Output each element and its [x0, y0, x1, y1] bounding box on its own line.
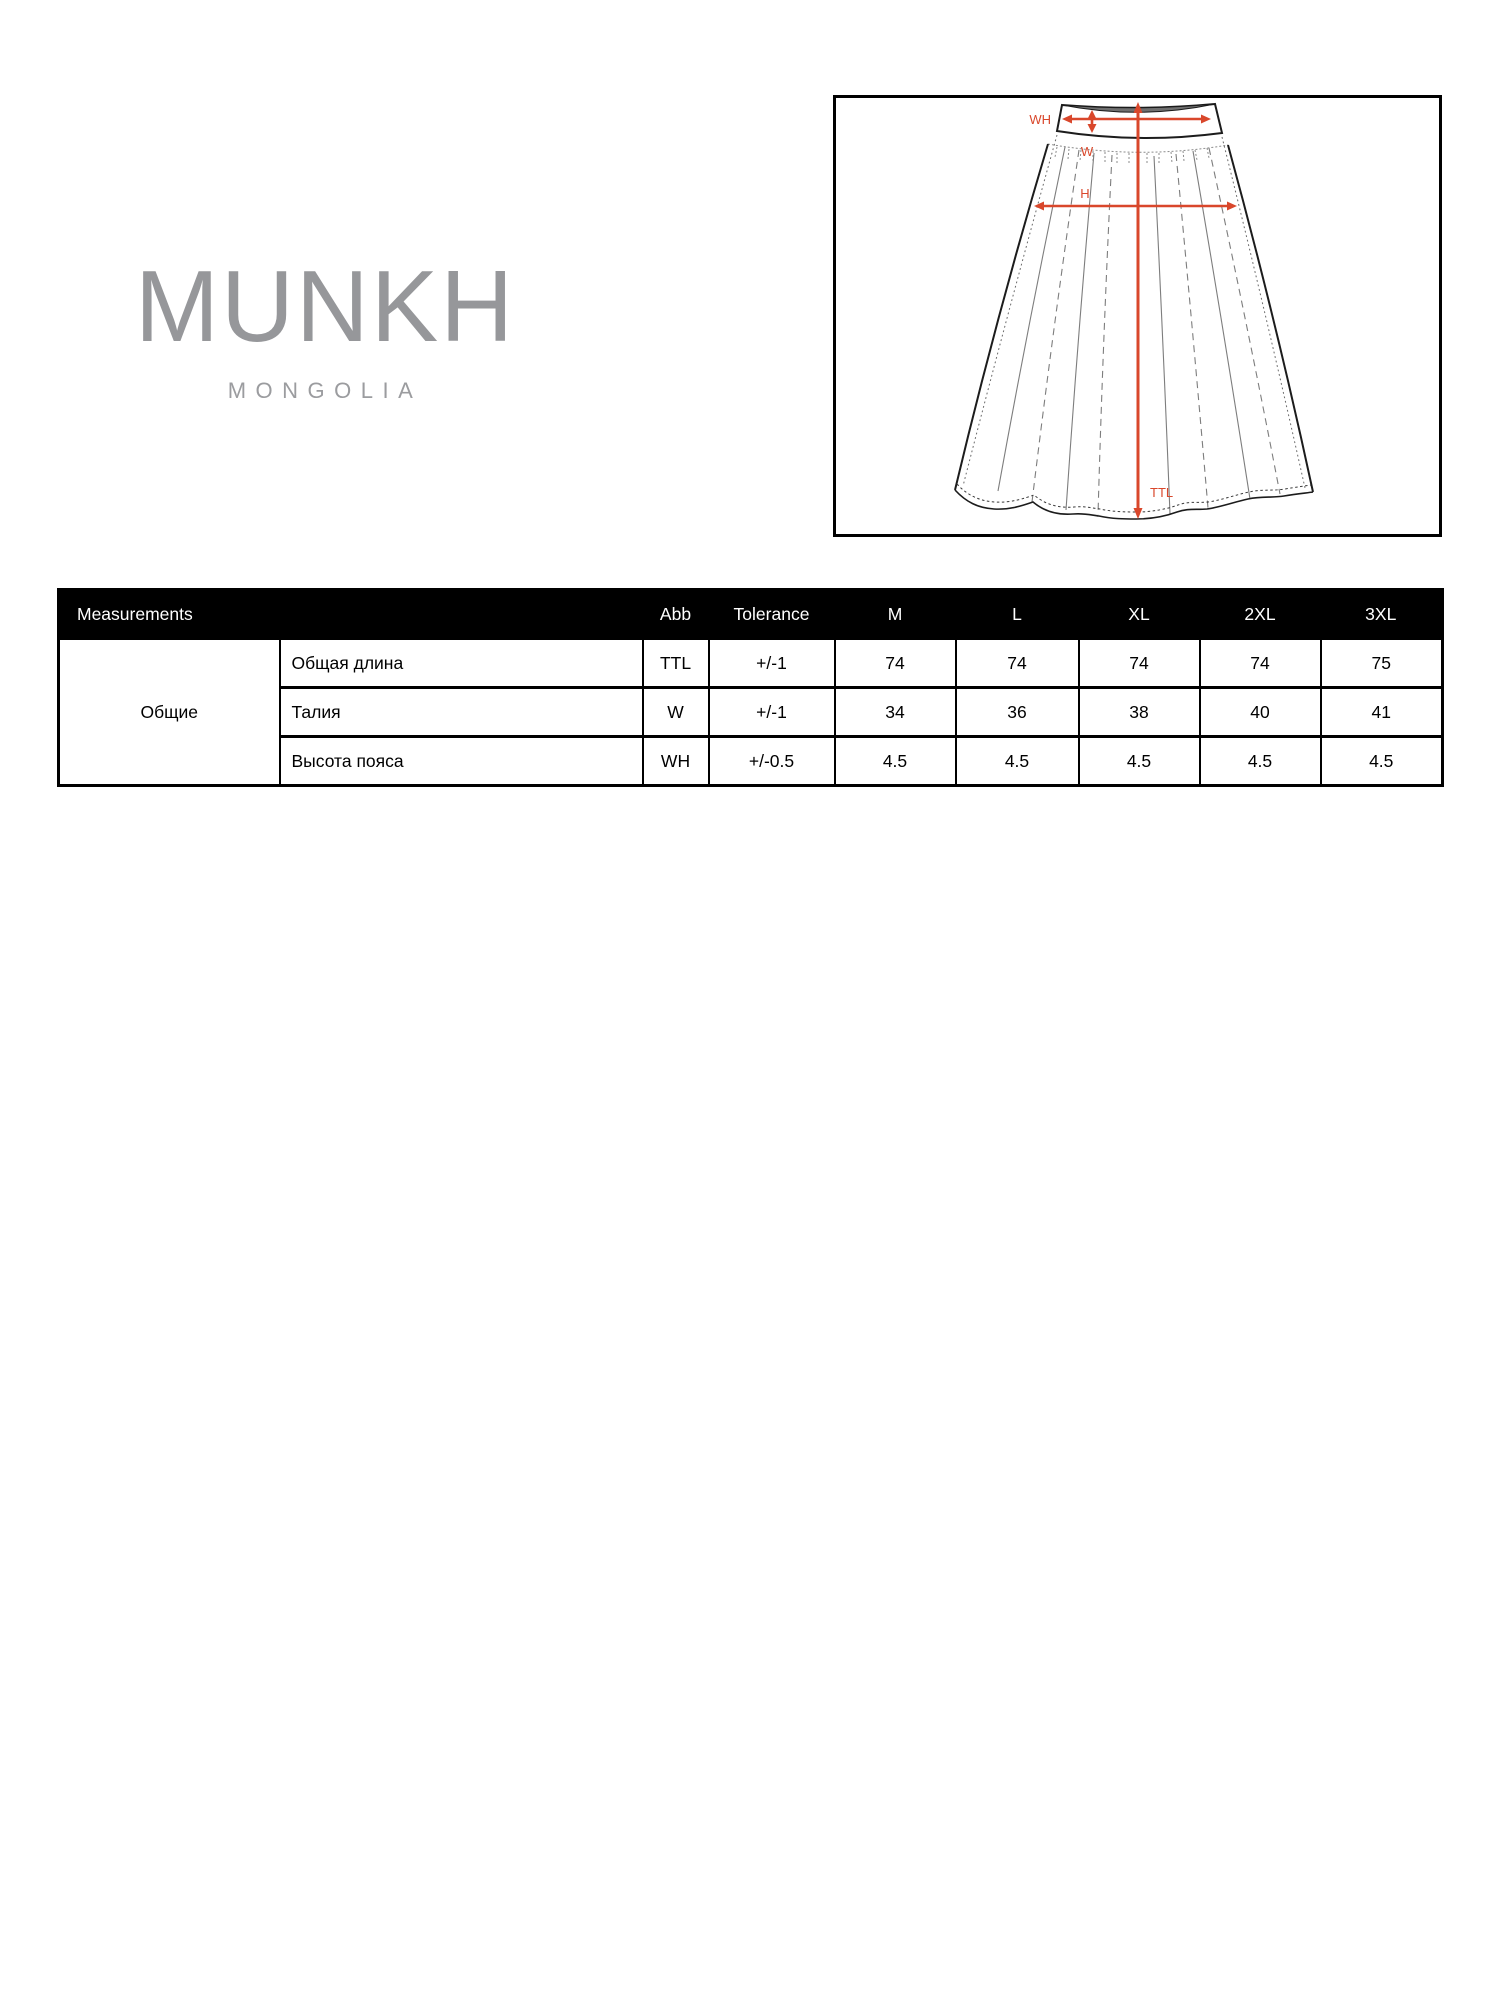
measurement-tolerance: +/-1: [709, 688, 835, 737]
header-size-xl: XL: [1079, 590, 1200, 639]
wh-label: WH: [1029, 112, 1051, 127]
h-label: H: [1080, 186, 1090, 201]
measurement-abb: WH: [643, 737, 709, 786]
value-cell: 4.5: [835, 737, 956, 786]
value-cell: 75: [1321, 639, 1443, 688]
value-cell: 4.5: [1200, 737, 1321, 786]
header-size-2xl: 2XL: [1200, 590, 1321, 639]
measurement-tolerance: +/-1: [709, 639, 835, 688]
value-cell: 4.5: [1321, 737, 1443, 786]
value-cell: 74: [1200, 639, 1321, 688]
value-cell: 41: [1321, 688, 1443, 737]
measurement-name: Общая длина: [280, 639, 643, 688]
measurement-name: Высота пояса: [280, 737, 643, 786]
value-cell: 34: [835, 688, 956, 737]
ttl-label: TTL: [1150, 485, 1174, 500]
w-label: W: [1080, 144, 1094, 159]
skirt-body: [955, 144, 1313, 519]
group-cell: Общие: [59, 639, 280, 786]
value-cell: 36: [956, 688, 1079, 737]
value-cell: 74: [956, 639, 1079, 688]
value-cell: 74: [1079, 639, 1200, 688]
table-header-row: [59, 590, 1443, 639]
skirt-diagram-frame: [833, 95, 1442, 537]
header-measurements: Measurements: [59, 590, 643, 639]
measurement-abb: TTL: [643, 639, 709, 688]
brand-logo-subtitle: MONGOLIA: [227, 378, 423, 403]
value-cell: 38: [1079, 688, 1200, 737]
brand-logo: MUNKH: [134, 251, 516, 363]
header-tolerance: Tolerance: [709, 590, 835, 639]
header-size-m: M: [835, 590, 956, 639]
skirt-technical-drawing: [836, 98, 1439, 534]
measurements-table: [57, 588, 1444, 787]
header-size-l: L: [956, 590, 1079, 639]
measurement-tolerance: +/-0.5: [709, 737, 835, 786]
measurement-name: Талия: [280, 688, 643, 737]
value-cell: 4.5: [1079, 737, 1200, 786]
measurement-abb: W: [643, 688, 709, 737]
header-abb: Abb: [643, 590, 709, 639]
value-cell: 74: [835, 639, 956, 688]
value-cell: 4.5: [956, 737, 1079, 786]
table-row: [59, 639, 1443, 688]
value-cell: 40: [1200, 688, 1321, 737]
header-size-3xl: 3XL: [1321, 590, 1443, 639]
